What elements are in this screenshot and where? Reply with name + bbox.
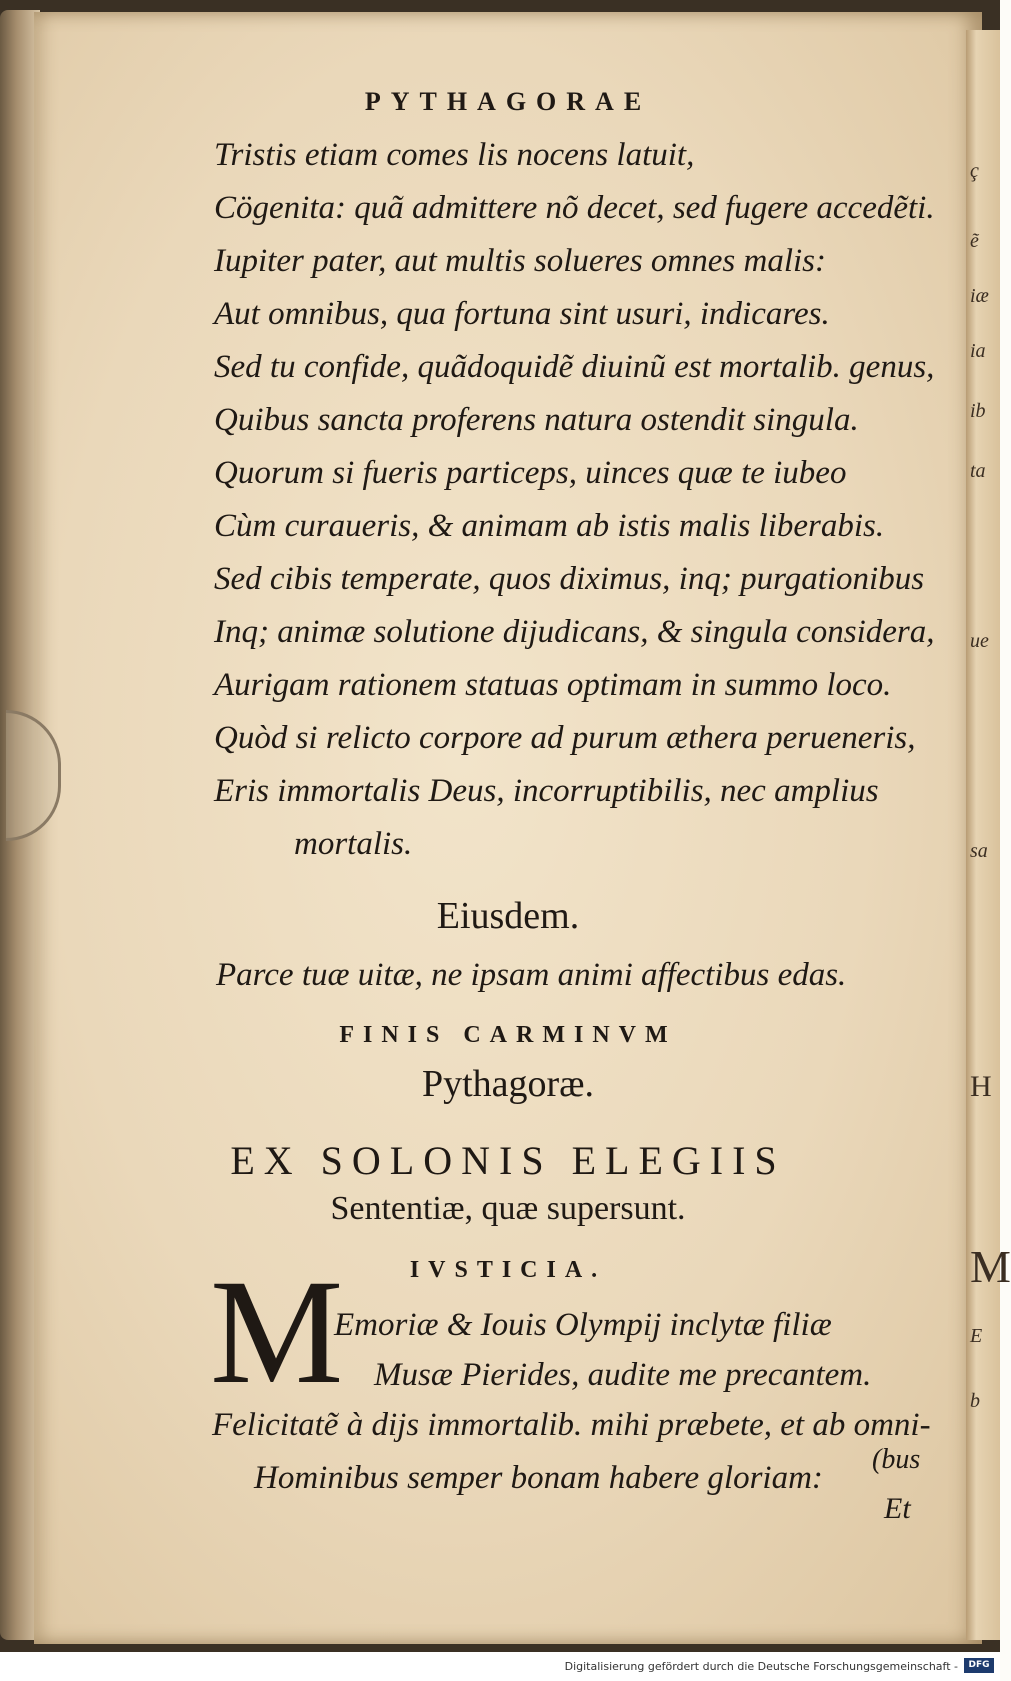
footer-credit: Digitalisierung gefördert durch die Deutsche Forschungsgemeinschaft - <box>564 1660 958 1673</box>
verse-line: Cögenita: quã admittere nõ decet, sed fugere accedẽti. <box>214 190 935 226</box>
verse-line: Tristis etiam comes lis nocens latuit, <box>214 137 695 173</box>
solon-verse-line: Hominibus semper bonam habere gloriam: <box>254 1460 823 1496</box>
verse-line: Cùm curaueris, & animam ab istis malis liberabis. <box>214 508 885 544</box>
facing-page-fragment: ta <box>970 460 986 482</box>
facing-page-fragment: ç <box>970 160 979 182</box>
verse-line: Eris immortalis Deus, incorruptibilis, nec amplius <box>214 773 879 809</box>
verse-line: Aut omnibus, qua fortuna sint usuri, indicares. <box>214 296 830 332</box>
facing-page-fragment: H <box>970 1070 992 1103</box>
verse-line: Quorum si fueris particeps, uinces quæ te iubeo <box>214 455 847 491</box>
catchword: Et <box>884 1492 911 1525</box>
facing-page-fragment: ue <box>970 630 989 652</box>
verse-line: Aurigam rationem statuas optimam in summo loco. <box>214 667 892 703</box>
facing-page-fragment: E <box>970 1325 983 1347</box>
verse-line: Inq; animæ solutione dijudicans, & singula considera, <box>214 614 935 650</box>
facing-page-fragment: sa <box>970 840 988 862</box>
solon-subtitle: Sententiæ, quæ supersunt. <box>330 1190 686 1227</box>
solon-title: EX SOLONIS ELEGIIS <box>230 1138 786 1183</box>
facing-page-fragment: ib <box>970 400 986 422</box>
eiusdem-heading: Eiusdem. <box>436 895 580 937</box>
digitization-footer <box>0 1652 1000 1681</box>
facing-page-fragment: b <box>970 1390 980 1412</box>
eiusdem-verse: Parce tuæ uitæ, ne ipsam animi affectibus edas. <box>216 957 847 993</box>
finis-line: FINIS CARMINVM <box>339 1022 677 1048</box>
book-page <box>34 12 982 1644</box>
solon-verse-line: Felicitatẽ à dijs immortalib. mihi præbete, et ab omni- <box>212 1407 931 1443</box>
verse-line: Sed tu confide, quãdoquidẽ diuinũ est mortalib. genus, <box>214 349 935 385</box>
verse-line: mortalis. <box>294 826 413 862</box>
turnover-fragment: (bus <box>872 1444 921 1475</box>
drop-capital: M <box>210 1249 344 1415</box>
facing-page-fragment: M <box>970 1241 1011 1292</box>
facing-page-fragment: iæ <box>970 285 989 307</box>
facing-page-fragment: ẽ <box>970 230 979 252</box>
finis-name: Pythagoræ. <box>421 1063 595 1105</box>
solon-verse-line: Musæ Pierides, audite me precantem. <box>374 1357 872 1393</box>
section-title: IVSTICIA. <box>409 1257 607 1283</box>
dfg-logo: DFG <box>964 1658 994 1673</box>
solon-verse-line: Emoriæ & Iouis Olympij inclytæ filiæ <box>334 1307 832 1343</box>
verse-line: Quòd si relicto corpore ad purum æthera perueneris, <box>214 720 916 756</box>
facing-page-edge <box>966 30 1011 1640</box>
verse-line: Quibus sancta proferens natura ostendit singula. <box>214 402 859 438</box>
verse-line: Sed cibis temperate, quos diximus, inq; purgationibus <box>214 561 925 597</box>
verse-line: Iupiter pater, aut multis solueres omnes malis: <box>214 243 826 279</box>
running-head: PYTHAGORAE <box>364 87 652 116</box>
facing-page-fragment: ia <box>970 340 986 362</box>
